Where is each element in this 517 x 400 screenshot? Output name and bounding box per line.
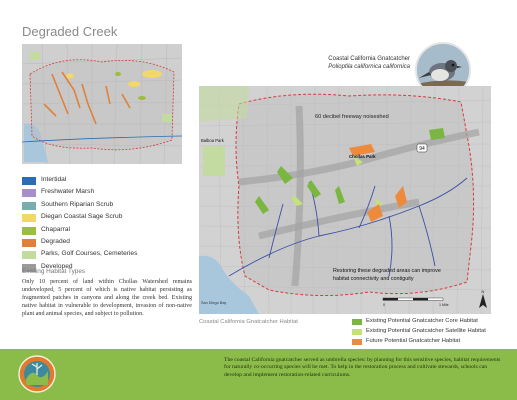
legend-swatch — [22, 227, 36, 235]
footer-band — [0, 349, 517, 400]
legend-item — [22, 213, 197, 225]
route-94-shield — [417, 144, 427, 152]
map-legend-swatch — [352, 339, 362, 345]
legend-label: Degraded — [41, 237, 70, 245]
map-legend — [352, 318, 502, 349]
legend-item — [22, 226, 197, 238]
bird-scientific-name: Polioptila californica californica — [328, 64, 410, 70]
legend-swatch — [22, 239, 36, 247]
legend-label: Developed — [41, 262, 73, 270]
habitat-legend — [22, 176, 197, 275]
bird-caption — [300, 55, 410, 71]
legend-swatch — [22, 251, 36, 259]
scale-start-label: 0 — [383, 303, 385, 307]
legend-label: Parks, Golf Courses, Cemeteries — [41, 250, 138, 258]
map-legend-item — [352, 318, 502, 328]
scale-end-label: 1 Mile — [439, 303, 449, 307]
legend-label: Diegan Coastal Sage Scrub — [41, 213, 123, 221]
bay-label: San Diego Bay — [201, 301, 227, 305]
legend-item — [22, 176, 197, 188]
legend-item — [22, 250, 197, 262]
noiseshed-label: 60 decibel freeway noiseshed — [315, 114, 389, 120]
body-paragraph: Only 10 percent of land within Chollas Watershed remains undeveloped, 5 percent of which is native habitat persisting as fragmented patches in canyons and along the creek bed. Existing native habitat in vulnerable to development, invasion of non-native plant and animal species, and subject to pollution. — [22, 279, 192, 317]
legend-label: Freshwater Marsh — [41, 188, 95, 196]
restoration-note-line1: Restoring these degraded areas can improve — [333, 268, 441, 274]
map-legend-item — [352, 328, 502, 338]
balboa-park-label: Balboa Park — [201, 138, 224, 143]
legend-label: Chaparral — [41, 225, 70, 233]
balboa-park-area — [203, 146, 225, 176]
svg-text:N: N — [481, 289, 485, 294]
watershed-boundary — [236, 94, 474, 295]
bird-common-name: Coastal California Gnatcatcher — [328, 56, 410, 62]
legend-swatch — [22, 177, 36, 185]
page-title: Degraded Creek — [22, 24, 118, 39]
legend-swatch — [22, 189, 36, 197]
legend-label: Southern Riparian Scrub — [41, 200, 114, 208]
footer-paragraph: The coastal California gnatcatcher served as umbrella species: by planning for this sensitive species, habitat requirements for naturally co-occurring species will be met. To help in the restoration process and cultivate stewards, schools can develop and implement restoration-related curriculums. — [224, 357, 501, 378]
chollas-park-label: Chollas Park — [349, 154, 376, 159]
map-legend-swatch — [352, 329, 362, 335]
legend-swatch — [22, 202, 36, 210]
watershed-logo-icon — [18, 355, 56, 393]
legend-swatch — [22, 214, 36, 222]
legend-item — [22, 201, 197, 213]
restoration-note-line2: habitat connectivity and contiguity — [333, 276, 414, 282]
map-legend-label: Existing Potential Gnatcatcher Satellite Habitat — [366, 328, 486, 335]
map-caption: Coastal California Gnatcatcher Habitat — [199, 319, 298, 325]
legend-item — [22, 238, 197, 250]
map-legend-label: Existing Potential Gnatcatcher Core Habitat — [366, 318, 478, 324]
map-legend-item — [352, 338, 502, 348]
legend-label: Intertidal — [41, 176, 67, 183]
legend-item — [22, 188, 197, 200]
habitat-map — [199, 86, 491, 314]
map-legend-label: Future Potential Gnatcatcher Habitat — [366, 338, 461, 345]
map-legend-swatch — [352, 319, 362, 325]
overview-map — [22, 44, 182, 164]
park-area — [199, 86, 249, 122]
svg-text:94: 94 — [419, 146, 425, 152]
legend-subtitle: Existing Habitat Types — [22, 268, 86, 275]
